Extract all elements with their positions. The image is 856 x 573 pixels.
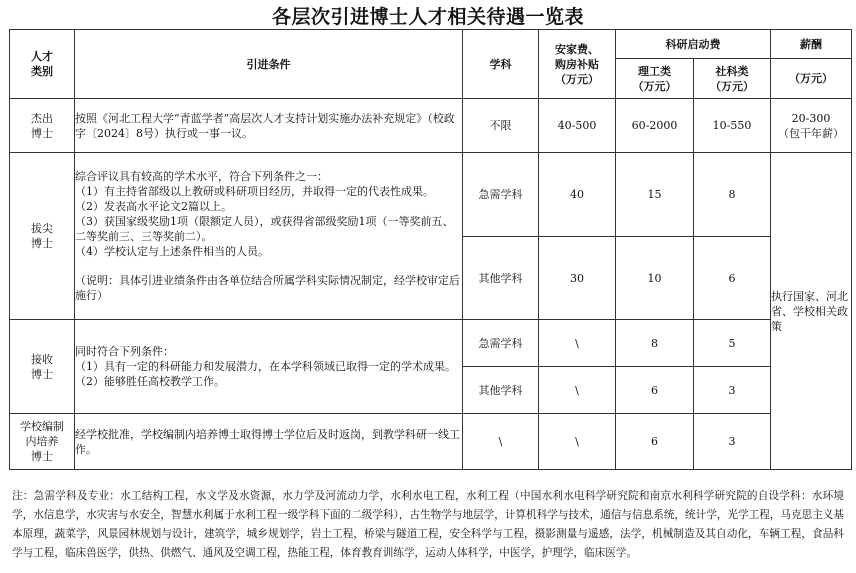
- row-housing: 40: [539, 153, 616, 237]
- row-soc-fund: 8: [694, 153, 771, 237]
- row-eng-fund: 6: [616, 367, 694, 414]
- condition-line: （1）具有一定的科研能力和发展潜力，在本学科领域已取得一定的学术成果。: [75, 360, 456, 373]
- row-soc-fund: 5: [694, 320, 771, 367]
- header-soc: 社科类 （万元）: [694, 59, 771, 99]
- table-row: [10, 414, 852, 470]
- header-conditions: 引进条件: [75, 30, 463, 99]
- row-discipline: 急需学科: [463, 320, 539, 367]
- condition-line: 综合评议具有较高的学术水平，符合下列条件之一：: [75, 170, 328, 183]
- shared-salary-policy: 执行国家、河北省、学校相关政策: [771, 153, 852, 470]
- table-row: [10, 153, 852, 237]
- row-discipline: \: [463, 414, 539, 470]
- row-category: 接收 博士: [10, 320, 75, 414]
- table-row: [10, 320, 852, 367]
- row-category: 学校编制 内培养 博士: [10, 414, 75, 470]
- header-salary-unit: （万元）: [771, 59, 852, 99]
- row-category: 杰出 博士: [10, 99, 75, 153]
- condition-line: （1）有主持省部级以上教研或科研项目经历，并取得一定的代表性成果。: [75, 185, 434, 198]
- row-soc-fund: 6: [694, 237, 771, 320]
- header-discipline: 学科: [463, 30, 539, 99]
- row-soc-fund: 3: [694, 414, 771, 470]
- condition-line: 同时符合下列条件：: [75, 345, 174, 358]
- condition-line: （2）发表高水平论文2篇以上。: [75, 200, 232, 213]
- header-salary: 薪酬: [771, 30, 852, 59]
- header-row: [10, 30, 852, 59]
- row-category: 拔尖 博士: [10, 153, 75, 320]
- header-housing: 安家费、 购房补贴 （万元）: [539, 30, 616, 99]
- row-conditions: 经学校批准，学校编制内培养博士取得博士学位后及时返岗，到教学科研一线工作。: [75, 414, 463, 470]
- row-discipline: 不限: [463, 99, 539, 153]
- row-eng-fund: 6: [616, 414, 694, 470]
- row-soc-fund: 3: [694, 367, 771, 414]
- row-housing: 30: [539, 237, 616, 320]
- row-eng-fund: 15: [616, 153, 694, 237]
- row-eng-fund: 10: [616, 237, 694, 320]
- row-housing: \: [539, 320, 616, 367]
- row-salary: 20-300 （包干年薪）: [771, 99, 852, 153]
- header-eng: 理工类 （万元）: [616, 59, 694, 99]
- header-category: 人才 类别: [10, 30, 75, 99]
- row-housing: 40-500: [539, 99, 616, 153]
- row-discipline: 其他学科: [463, 367, 539, 414]
- table-row: [10, 99, 852, 153]
- condition-gap: [75, 259, 462, 273]
- condition-line: （说明：具体引进业绩条件由各单位结合所属学科实际情况制定，经学校审定后施行）: [75, 274, 460, 302]
- row-conditions: [75, 153, 463, 320]
- page-title: 各层次引进博士人才相关待遇一览表: [271, 6, 584, 28]
- row-eng-fund: 60-2000: [616, 99, 694, 153]
- row-discipline: 其他学科: [463, 237, 539, 320]
- row-housing: \: [539, 367, 616, 414]
- footnote: 注：急需学科及专业：水工结构工程，水文学及水资源，水力学及河流动力学，水利水电工程，水利工程（中国水利水电科学研究院和南京水利科学研究院的自设学科：水环境学，水信息学，水灾害与水安全，智慧水利属于水利工程一级学科下面的二级学科），古生物学与地层学，计算机科学与技术，通信与信息系统，统计学，光学工程，马克思主义基本原理，蔬菜学，风景园林规划与设计，建筑学，城乡规划学，岩土工程，桥梁与隧道工程，安全科学与工程，摄影测量与遥感，法学，机械制造及其自动化，车辆工程，食品科学与工程，临床兽医学，供热、供燃气、通风及空调工程，热能工程，体育教育训练学，运动人体科学，中医学，护理学，临床医学。: [12, 490, 844, 559]
- row-discipline: 急需学科: [463, 153, 539, 237]
- header-research-fund: 科研启动费: [616, 30, 771, 59]
- condition-line: （2）能够胜任高校教学工作。: [75, 375, 225, 388]
- condition-line: （3）获国家级奖励1项（限额定人员），或获得省部级奖励1项（一等奖前五、二等奖前三、三等奖前二）。: [75, 215, 454, 243]
- condition-line: （4）学校认定与上述条件相当的人员。: [75, 245, 269, 258]
- row-conditions: 按照《河北工程大学“青蓝学者”高层次人才支持计划实施办法补充规定》（校政字〔2024〕8号）执行或一事一议。: [75, 99, 463, 153]
- benefits-table: [9, 29, 852, 470]
- row-conditions: [75, 320, 463, 414]
- row-eng-fund: 8: [616, 320, 694, 367]
- row-housing: \: [539, 414, 616, 470]
- row-soc-fund: 10-550: [694, 99, 771, 153]
